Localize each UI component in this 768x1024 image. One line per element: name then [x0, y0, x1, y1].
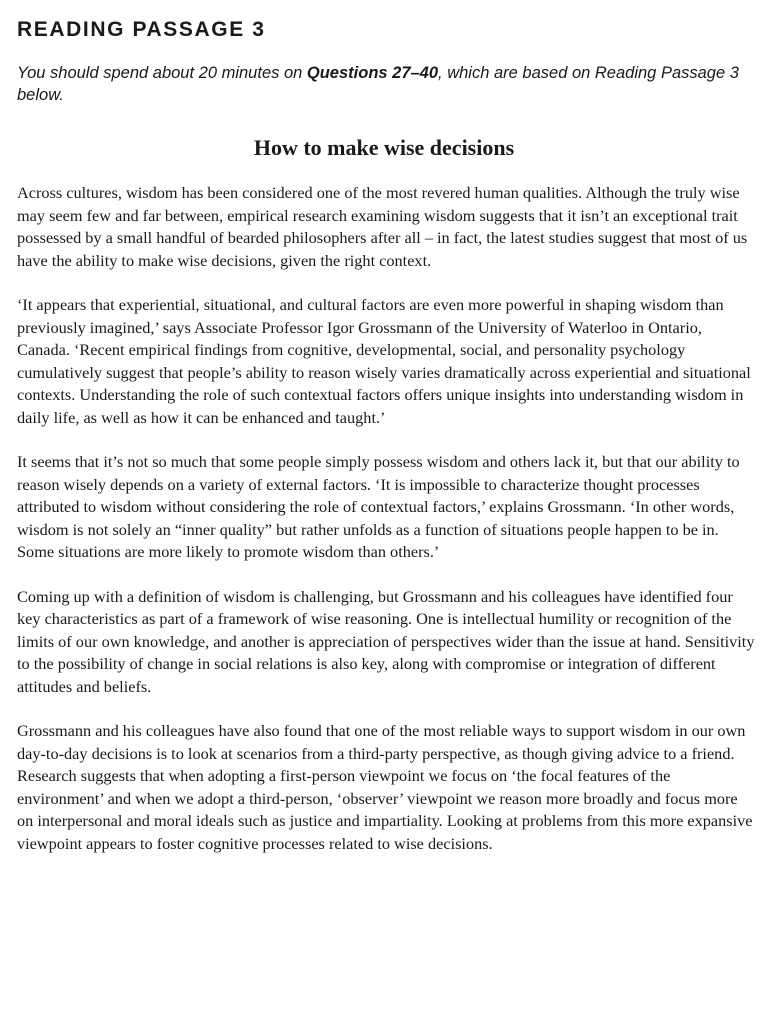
instruction-text: [17, 62, 757, 106]
passage-body: [17, 182, 757, 877]
instruction-lead: You should spend about 20 minutes on: [17, 64, 307, 82]
passage-title: How to make wise decisions: [253, 135, 515, 160]
paragraph-1: Across cultures, wisdom has been considered one of the most revered human qualities. Although the truly wise may seem few and far between, empirical research examining wisdom suggests that it isn’t an exceptional trait possessed by a small handful of bearded philosophers after all – in fact, the latest studies suggest that most of us have the ability to make wise decisions, given the right context.: [17, 183, 748, 270]
instruction-questions: Questions 27–40: [306, 64, 439, 82]
paragraph-5: Grossmann and his colleagues have also found that one of the most reliable ways to support wisdom in our own day-to-day decisions is to look at scenarios from a third-party perspective, as though giving advice to a friend. Research suggests that when adopting a first-person viewpoint we focus on ‘the focal features of the environment’ and when we adopt a third-person, ‘observer’ viewpoint we reason more broadly and focus more on interpersonal and moral ideals such as justice and impartiality. Looking at problems from this more expansive viewpoint appears to foster cognitive processes related to wise decisions.: [17, 721, 753, 853]
paragraph-4: Coming up with a definition of wisdom is challenging, but Grossmann and his colleagues have identified four key characteristics as part of a framework of wise reasoning. One is intellectual humility or recognition of the limits of our own knowledge, and another is appreciation of perspectives wider than the issue at hand. Sensitivity to the possibility of change in social relations is also key, along with compromise or integration of different attitudes and beliefs.: [17, 586, 755, 696]
paragraph-3: It seems that it’s not so much that some people simply possess wisdom and others lack it, but that our ability to reason wisely depends on a variety of external factors. ‘It is impossible to characterize thought processes attributed to wisdom without considering the role of contextual factors,’ explains Grossmann. ‘In other words, wisdom is not solely an “inner quality” but rather unfolds as a function of situations people happen to be in. Some situations are more likely to promote wisdom than others.’: [17, 452, 740, 561]
paragraph-2: ‘It appears that experiential, situational, and cultural factors are even more powerful in shaping wisdom than previously imagined,’ says Associate Professor Igor Grossmann of the University of Waterloo in Ontario, Canada. ‘Recent empirical findings from cognitive, developmental, social, and personality psychology cumulatively suggest that people’s ability to reason wisely varies dramatically across experiential and situational contexts. Understanding the role of such contextual factors offers unique insights into understanding wisdom in daily life, as well as how it can be enhanced and taught.’: [17, 295, 751, 427]
section-heading: READING PASSAGE 3: [17, 18, 266, 41]
instruction-tail: , which are based on Reading Passage 3 below.: [17, 64, 739, 104]
